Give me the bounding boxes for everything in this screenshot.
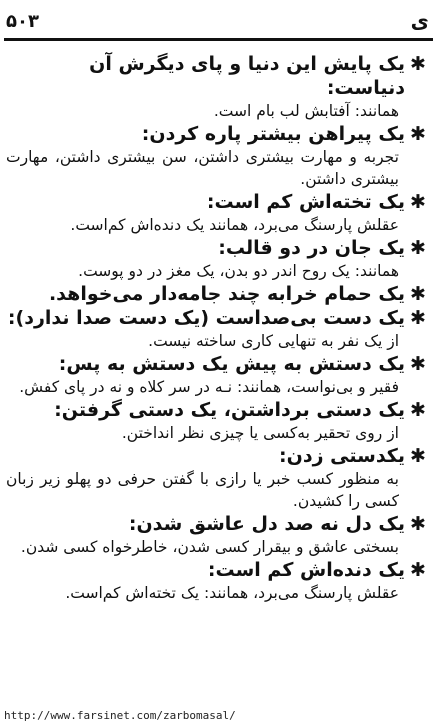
proverb-meaning: فقیر و بی‌نواست، همانند: نـه در سر کلاه و نه در پای کفش. [19,378,399,396]
proverb-headword: یک دستش به پیش یک دستش به پس: [58,353,405,375]
proverb-headword: یک حمام خرابه چند جامه‌دار می‌خواهد. [48,283,405,305]
asterisk-bullet-icon: ✱ [410,237,426,259]
proverb-headword-line [6,352,429,376]
proverb-entry [6,398,429,444]
proverb-meaning: عقلش پارسنگ می‌برد، همانند: یک تخته‌اش کم‌است. [65,584,399,602]
asterisk-bullet-icon: ✱ [410,353,426,375]
section-letter: ی [410,9,429,33]
proverb-headword-line [6,444,429,468]
page-header [6,6,429,36]
asterisk-bullet-icon: ✱ [410,53,426,75]
proverb-headword-line [6,306,429,330]
proverb-headword: یک دنده‌اش کم است: [207,559,405,581]
proverb-headword-line [6,558,429,582]
proverb-meaning: از یک نفر به تنهایی کاری ساخته نیست. [148,332,399,350]
source-url: http://www.farsinet.com/zarbomasal/ [4,709,236,722]
proverb-entry [6,282,429,306]
proverb-headword: یک پایش این دنیا و پای دیگرش آن دنیاست: [89,53,405,99]
proverb-headword-line [6,190,429,214]
proverb-meaning: همانند: آفتابش لب بام است. [213,102,399,120]
proverb-entry [6,236,429,282]
proverb-meaning: تجربه و مهارت بیشتری داشتن، سن بیشتری داشتن، مهارت بیشتری داشتن. [6,148,399,188]
proverb-headword: یک دست بی‌صداست (یک دست صدا ندارد): [7,307,405,329]
proverb-entry [6,306,429,352]
proverb-headword-line [6,512,429,536]
proverb-headword-line [6,122,429,146]
proverb-headword: یکدستی زدن: [279,445,405,467]
asterisk-bullet-icon: ✱ [410,307,426,329]
asterisk-bullet-icon: ✱ [410,445,426,467]
entry-list [6,52,429,604]
page-number: ۵۰۳ [6,10,39,32]
proverb-entry [6,52,429,122]
proverb-entry [6,558,429,604]
proverb-entry [6,512,429,558]
proverb-headword: یک پیراهن بیشتر پاره کردن: [141,123,405,145]
proverb-meaning: به منظور کسب خبر یا رازی با گفتن حرفی دو پهلو زیر زبان کسی را کشیدن. [6,470,399,510]
proverb-headword-line [6,52,429,100]
proverb-meaning: همانند: یک روح اندر دو بدن، یک مغز در دو پوست. [78,262,399,280]
asterisk-bullet-icon: ✱ [410,123,426,145]
proverb-headword: یک جان در دو قالب: [218,237,405,259]
asterisk-bullet-icon: ✱ [410,559,426,581]
proverb-entry [6,190,429,236]
proverb-headword-line [6,398,429,422]
proverb-meaning: عقلش پارسنگ می‌برد، همانند یک دنده‌اش کم‌است. [70,216,399,234]
header-rule [4,38,433,41]
proverb-entry [6,122,429,190]
proverb-headword: یک تخته‌اش کم است: [206,191,405,213]
proverb-meaning: بسختی عاشق و بیقرار کسی شدن، خاطرخواه کسی شدن. [20,538,399,556]
asterisk-bullet-icon: ✱ [410,191,426,213]
proverb-headword-line [6,236,429,260]
asterisk-bullet-icon: ✱ [410,399,426,421]
proverb-entry [6,352,429,398]
proverb-entry [6,444,429,512]
asterisk-bullet-icon: ✱ [410,283,426,305]
proverb-headword: یک دل نه صد دل عاشق شدن: [128,513,405,535]
proverb-meaning: از روی تحقیر به‌کسی یا چیزی نظر انداختن. [121,424,399,442]
proverb-headword-line [6,282,429,306]
proverb-headword: یک دستی برداشتن، یک دستی گرفتن: [54,399,405,421]
asterisk-bullet-icon: ✱ [410,513,426,535]
